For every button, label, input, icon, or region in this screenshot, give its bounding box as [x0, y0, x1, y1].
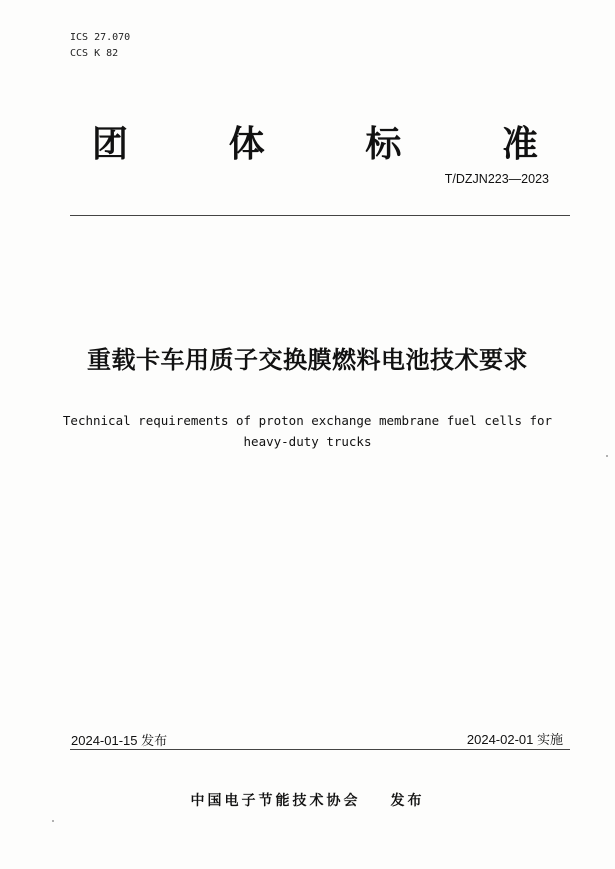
bottom-divider	[70, 749, 570, 750]
standard-type-char: 标	[365, 124, 402, 165]
english-title-line: heavy-duty trucks	[243, 434, 372, 449]
document-title-chinese: 重载卡车用质子交换膜燃料电池技术要求	[87, 346, 528, 374]
standard-code: T/DZJN223—2023	[444, 172, 549, 186]
publisher-line	[0, 790, 615, 810]
standard-type-char: 准	[501, 124, 538, 165]
standard-type-title	[92, 122, 538, 168]
classification-codes	[70, 30, 130, 62]
document-title-english	[60, 410, 555, 452]
issue-date: 2024-01-15 发布	[71, 733, 168, 748]
scan-speck	[606, 455, 608, 457]
ccs-code: CCS K 82	[70, 48, 119, 59]
publisher-name: 中国电子节能技术协会	[190, 793, 361, 809]
standard-type-char: 体	[228, 124, 265, 165]
scan-speck	[52, 820, 54, 822]
publish-action: 发布	[390, 793, 425, 809]
top-divider	[70, 215, 570, 216]
standard-type-char: 团	[92, 124, 129, 165]
ics-code: ICS 27.070	[70, 32, 131, 43]
english-title-line: Technical requirements of proton exchange membrane fuel cells for	[62, 413, 553, 428]
implementation-date: 2024-02-01 实施	[466, 732, 563, 747]
